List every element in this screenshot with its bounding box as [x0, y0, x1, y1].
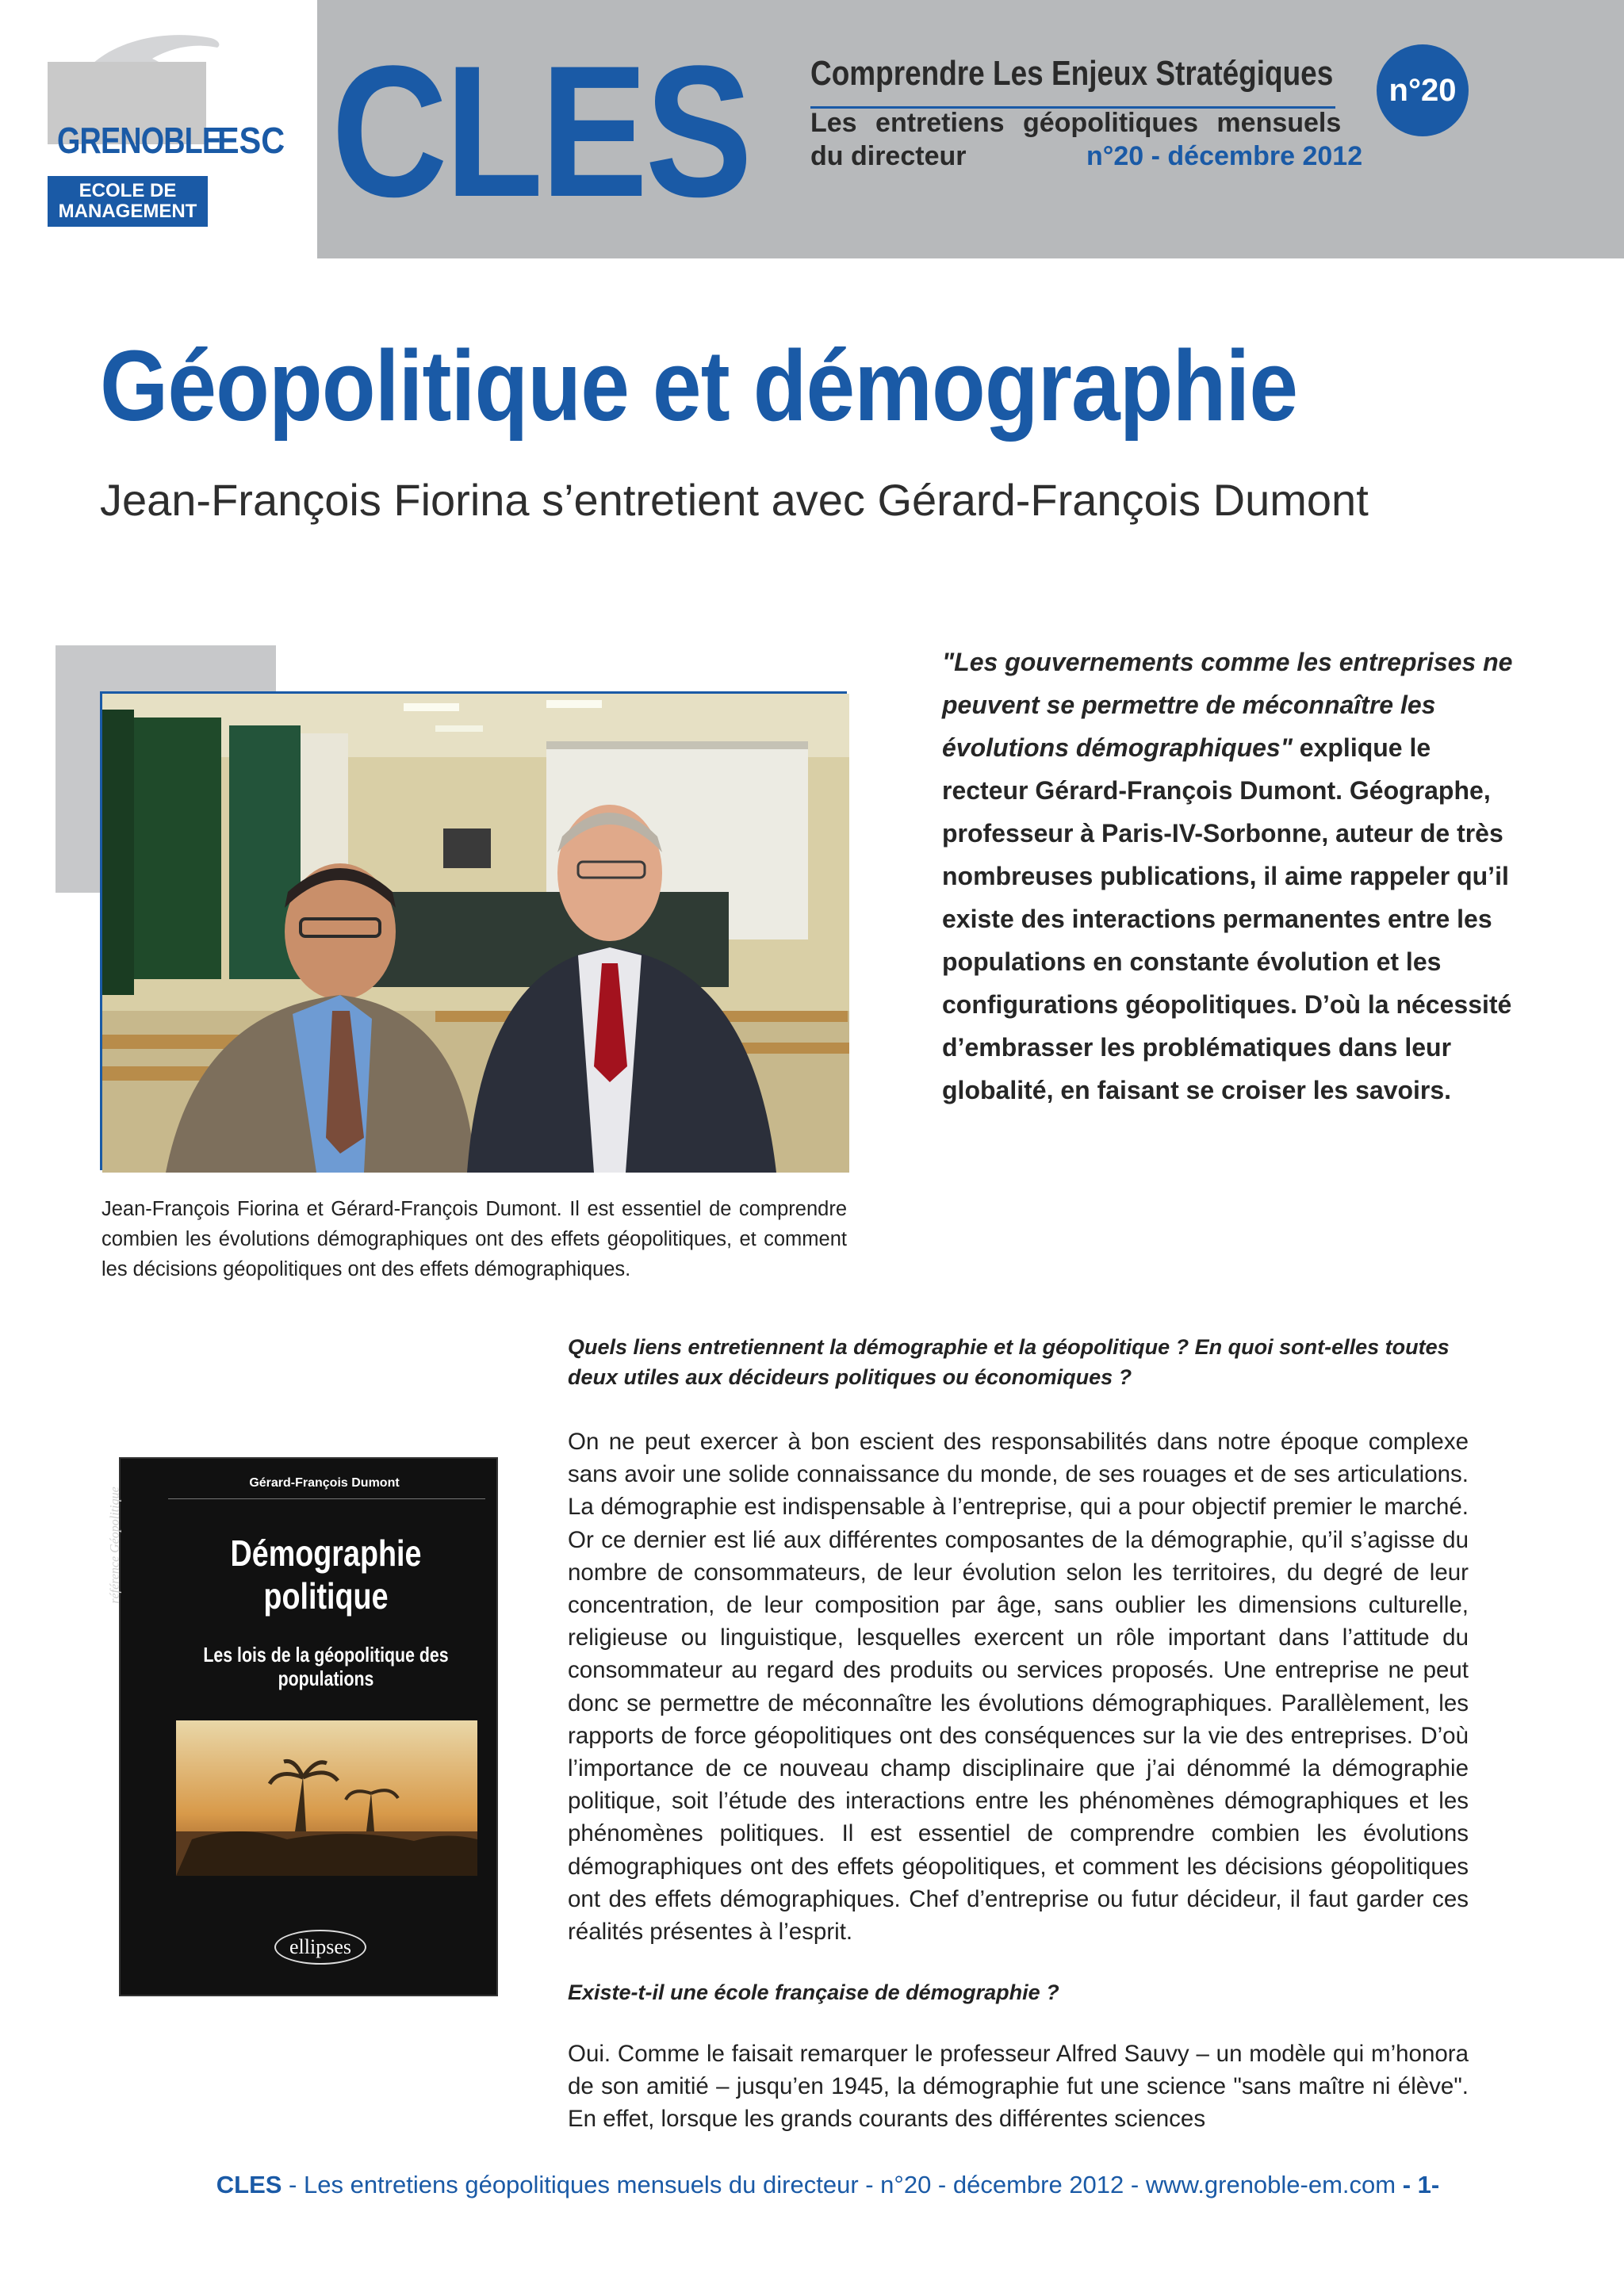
book-cover-painting [176, 1720, 477, 1876]
book-rule [168, 1498, 485, 1499]
book-title: Démographie politique [230, 1533, 422, 1617]
cles-brand-title: CLES [331, 27, 750, 236]
classroom-photo-illustration [102, 694, 849, 1173]
book-subtitle: Les lois de la géopolitique des populations [203, 1643, 449, 1690]
school-logo [0, 0, 317, 258]
book-cover [108, 1457, 498, 1996]
question-1: Quels liens entretiennent la démographie et la géopolitique ? En quoi sont-elles toutes deux utiles aux décideurs politiques ou économiques ? [568, 1335, 1450, 1389]
header-issue-date: n°20 - décembre 2012 [1086, 141, 1363, 171]
header-subline-1: Les entretiens géopolitiques mensuels [810, 108, 1342, 138]
question-2: Existe-t-il une école française de démographie ? [568, 1980, 1059, 2004]
book-spine-text: référence Géopolitique [108, 1487, 122, 1604]
pull-quote-quotation: "Les gouvernements comme les entreprises ne peuvent se permettre de méconnaître les évolutions démographiques" [942, 648, 1513, 762]
pull-quote-text: explique le recteur Gérard-François Dumont. Géographe, professeur à Paris-IV-Sorbonne, auteur de très nombreuses publications, il aime rappeler qu’il existe des interactions permanentes entre les populations en constante évolution et les configurations géopolitiques. D’où la nécessité d’embrasser les problématiques dans leur globalité, en faisant se croiser les savoirs. [942, 733, 1512, 1104]
book-spine [108, 1467, 152, 1990]
footer-brand: CLES [216, 2171, 282, 2198]
photo-caption: Jean-François Fiorina et Gérard-François Dumont. Il est essentiel de comprendre combien les évolutions démographiques ont des effets géopolitiques, et comment les décisions géopolitiques ont des effets démographiques. [102, 1198, 847, 1280]
logo-esc-text: ESC [217, 120, 285, 161]
pull-quote [942, 641, 1513, 1112]
article-title: Géopolitique et démographie [100, 330, 1298, 442]
answer-2: Oui. Comme le faisait remarquer le professeur Alfred Sauvy – un modèle qui m’honora de son amitié – jusqu’en 1945, la démographie fut une science "sans maître ni élève". En effet, lorsque les grands courants des différentes sciences [568, 2041, 1469, 2133]
logo-grenoble-text: GRENOBLE [57, 120, 222, 161]
header-subline-2: du directeur [810, 141, 967, 171]
answer-1: On ne peut exercer à bon escient des responsabilités dans notre époque complexe sans avoir une solide connaissance du monde, de ses rouages et de ses articulations. La démographie est indispensable à l’entreprise, qui a pour objectif premier le marché. Or ce dernier est lié aux différentes composantes de la démographie, qu’il s’agisse du nombre de consommateurs, de leur évolution selon les territoires, du degré de leur concentration, de leur composition par âge, sans oublier les dimensions culturelle, religieuse ou linguistique, lesquelles exercent un rôle important dans l’attitude du consommateur au regard des produits ou services proposés. Une entreprise ne peut donc se permettre de méconnaître les évolutions démographiques. Parallèlement, les rapports de force géopolitiques ont des conséquences sur la vie des entreprises. D’où l’importance de ce nouveau champ disciplinaire que j’ai dénommé la démographie politique, soit l’étude des interactions entre les phénomènes démographiques et les phénomènes politiques. Il est essentiel de comprendre combien les évolutions démographiques ont des effets géopolitiques, et comment les décisions géopolitiques ont des effets démographiques. Chef d’entreprise ou futur décideur, il faut garder ces réalités présentes à l’esprit. [568, 1429, 1469, 1946]
article-subtitle: Jean-François Fiorina s’entretient avec Gérard-François Dumont [100, 475, 1369, 525]
book-author: Gérard-François Dumont [249, 1476, 400, 1490]
interview-photo [100, 691, 847, 1170]
footer-page-number: - 1- [1396, 2171, 1440, 2198]
page-footer [0, 2171, 1624, 2199]
footer-text: - Les entretiens géopolitiques mensuels du directeur - n°20 - décembre 2012 - www.grenoble-em.com [282, 2171, 1396, 2198]
book-publisher-logo: ellipses [274, 1930, 366, 1965]
logo-ecole-text [48, 176, 208, 227]
issue-number-badge: n°20 [1377, 44, 1469, 136]
header-tagline: Comprendre Les Enjeux Stratégiques [810, 54, 1334, 93]
logo-ecole-label: ECOLE DE MANAGEMENT [58, 180, 197, 222]
